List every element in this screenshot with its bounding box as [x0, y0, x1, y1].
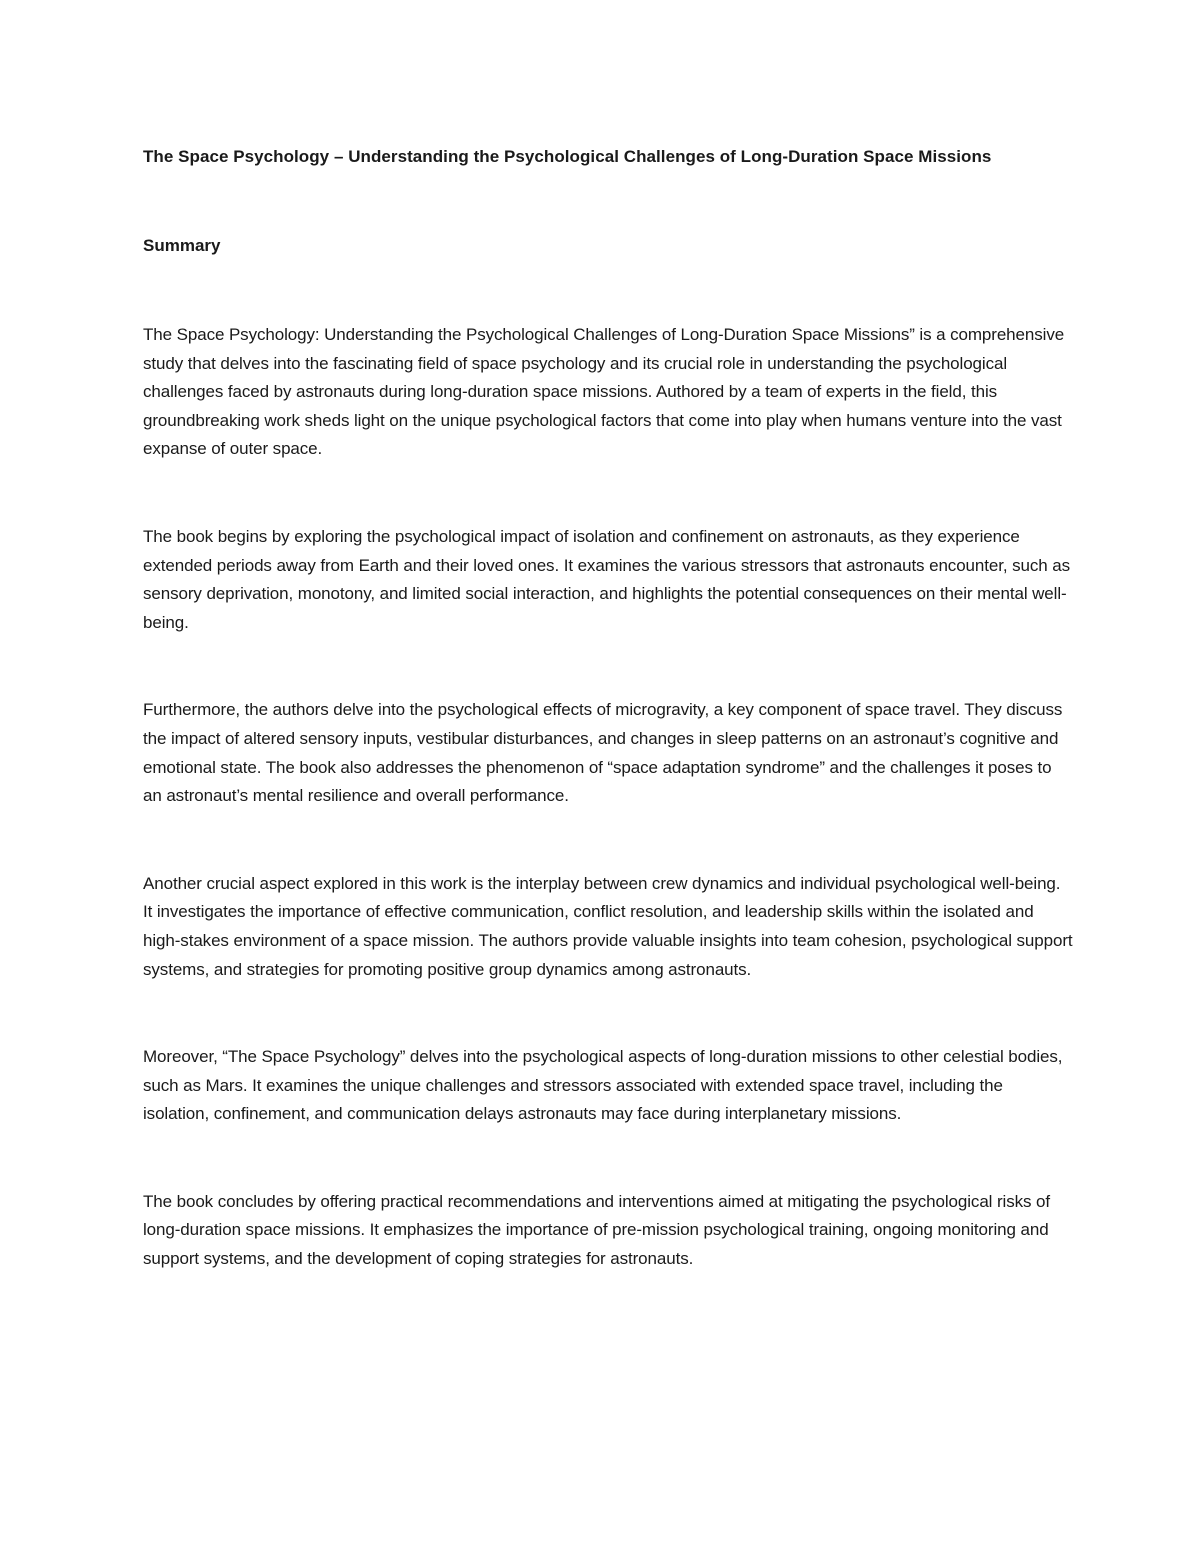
- paragraph-intro: The Space Psychology: Understanding the Psychological Challenges of Long-Duration Space Missions” is a comprehensive study that delves into the fascinating field of space psychology and its crucial role in understanding the psychological challenges faced by astronauts during long-duration space missions. Authored by a team of experts in the field, this groundbreaking work sheds light on the unique psychological factors that come into play when humans venture into the vast expanse of outer space.: [143, 325, 1065, 459]
- document-title: The Space Psychology – Understanding the Psychological Challenges of Long-Duration Space Missions: [143, 147, 992, 166]
- document-body: [143, 143, 1073, 1274]
- paragraph-microgravity: Furthermore, the authors delve into the psychological effects of microgravity, a key component of space travel. They discuss the impact of altered sensory inputs, vestibular disturbances, and changes in sleep patterns on an astronaut’s cognitive and emotional state. The book also addresses the phenomenon of “space adaptation syndrome” and the challenges it poses to an astronaut’s mental resilience and overall performance.: [143, 700, 1063, 806]
- summary-heading: Summary: [143, 236, 221, 255]
- paragraph-conclusion: The book concludes by offering practical recommendations and interventions aimed at mitigating the psychological risks of long-duration space missions. It emphasizes the importance of pre-mission psychological training, ongoing monitoring and support systems, and the development of coping strategies for astronauts.: [143, 1191, 1051, 1269]
- paragraph-isolation: The book begins by exploring the psychological impact of isolation and confinement on astronauts, as they experience extended periods away from Earth and their loved ones. It examines the various stressors that astronauts encounter, such as sensory deprivation, monotony, and limited social interaction, and highlights the potential consequences on their mental well-being.: [143, 526, 1070, 632]
- paragraph-crew-dynamics: Another crucial aspect explored in this work is the interplay between crew dynamics and individual psychological well-being. It investigates the importance of effective communication, conflict resolution, and leadership skills within the isolated and high-stakes environment of a space mission. The authors provide valuable insights into team cohesion, psychological support systems, and strategies for promoting positive group dynamics among astronauts.: [143, 873, 1073, 979]
- paragraph-interplanetary: Moreover, “The Space Psychology” delves into the psychological aspects of long-duration missions to other celestial bodies, such as Mars. It examines the unique challenges and stressors associated with extended space travel, including the isolation, confinement, and communication delays astronauts may face during interplanetary missions.: [143, 1047, 1063, 1124]
